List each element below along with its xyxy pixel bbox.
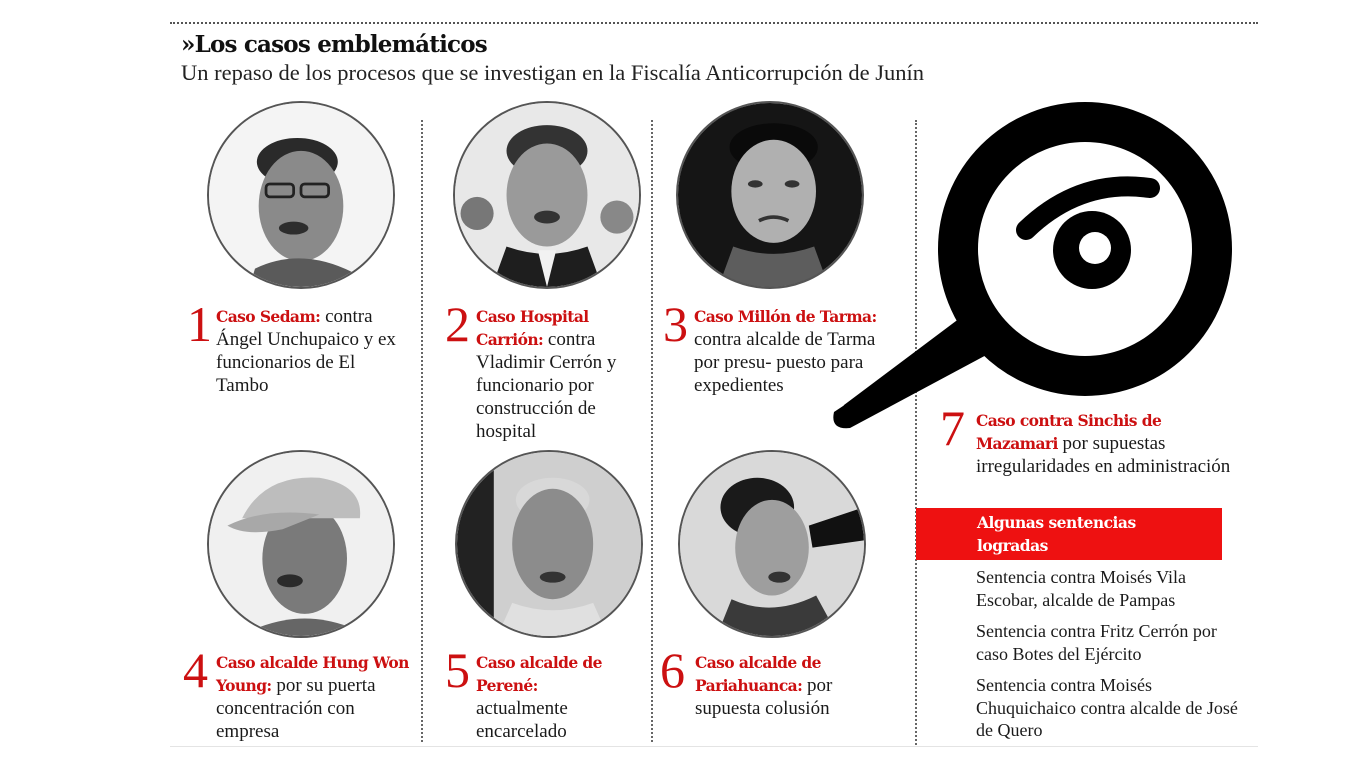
case-number: 2 [445, 296, 470, 352]
case-number: 1 [187, 296, 212, 352]
case-description [695, 651, 875, 720]
column-divider [651, 120, 653, 742]
case-heading: Caso alcalde de Pariahuanca: [695, 653, 821, 695]
photo-case-2 [453, 101, 641, 289]
top-dotted-rule [170, 22, 1258, 24]
portrait-icon [209, 452, 393, 636]
case-description [976, 409, 1231, 478]
photo-case-1 [207, 101, 395, 289]
case-number: 3 [663, 296, 688, 352]
case-heading: Caso alcalde Hung Won Young: [216, 653, 409, 695]
case-body: actualmente encarcelado [476, 698, 568, 742]
sentences-header-box [916, 508, 1222, 560]
portrait-icon [209, 103, 393, 287]
case-body: contra alcalde de Tarma por presu- puesto para expedientes [694, 329, 876, 396]
case-description [694, 305, 899, 397]
case-body: por su puerta concentración con empresa [216, 675, 376, 742]
sentence-item: Sentencia contra Moisés Chuquichaico contra alcalde de José de Quero [976, 675, 1238, 740]
portrait-icon [455, 103, 639, 287]
case-number: 4 [183, 642, 208, 698]
case-heading: Caso Millón de Tarma: [694, 307, 877, 326]
case-description [216, 305, 411, 397]
case-number: 5 [445, 642, 470, 698]
case-heading: Caso Sedam: [216, 307, 321, 326]
case-number: 7 [940, 400, 965, 456]
sentence-item: Sentencia contra Moisés Vila Escobar, alcalde de Pampas [976, 567, 1187, 610]
photo-case-4 [207, 450, 395, 638]
case-heading: Caso contra Sinchis de Mazamari [976, 411, 1162, 453]
column-divider [421, 120, 423, 742]
case-body: por supuestas irregularidades en administración [976, 433, 1231, 477]
photo-case-6 [678, 450, 866, 638]
case-heading: Caso alcalde de Perené: [476, 653, 602, 695]
case-description [476, 651, 606, 743]
portrait-icon [457, 452, 641, 636]
sentences-title: Algunas sentencias logradas [977, 513, 1136, 555]
case-description [216, 651, 416, 743]
case-heading: Caso Hospital Carrión: [476, 307, 589, 349]
sentence-item: Sentencia contra Fritz Cerrón por caso Botes del Ejército [976, 621, 1217, 664]
page-subtitle: Un repaso de los procesos que se investigan en la Fiscalía Anticorrupción de Junín [181, 60, 924, 85]
case-body: contra Ángel Unchupaico y ex funcionarios de El Tambo [216, 306, 396, 396]
page-title: »Los casos emblemáticos [181, 31, 487, 58]
case-body: por supuesta colusión [695, 675, 833, 719]
portrait-icon [680, 452, 864, 636]
case-number: 6 [660, 642, 685, 698]
case-body: contra Vladimir Cerrón y funcionario por construcción de hospital [476, 329, 617, 442]
case-description [476, 305, 646, 443]
photo-case-5 [455, 450, 643, 638]
bottom-rule [170, 746, 1258, 747]
